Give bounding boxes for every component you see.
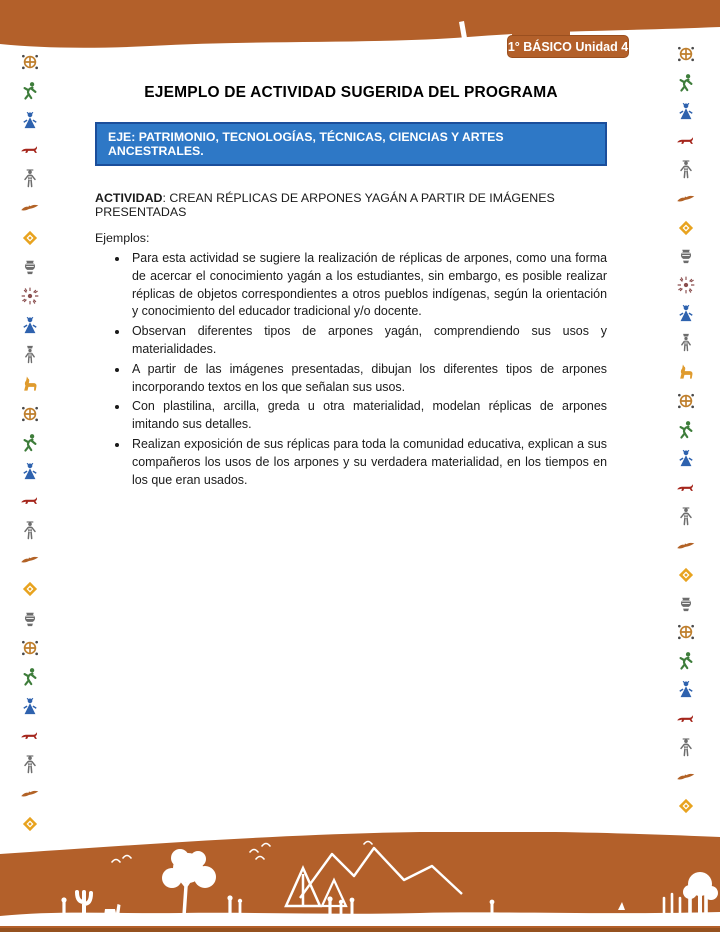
page-title: EJEMPLO DE ACTIVIDAD SUGERIDA DEL PROGRAMA xyxy=(144,84,558,101)
guanaco-icon xyxy=(20,374,40,394)
kultrun-icon xyxy=(20,52,40,72)
unit-badge: 1° BÁSICO Unidad 4 xyxy=(507,35,629,58)
flower-icon xyxy=(20,228,40,248)
potter-icon xyxy=(20,345,40,365)
guanaco-icon xyxy=(676,362,696,382)
dancer-icon xyxy=(676,651,696,671)
chief-icon xyxy=(20,462,40,482)
fox-icon xyxy=(676,478,696,498)
shaman-icon xyxy=(676,738,696,758)
chief-icon xyxy=(20,316,40,336)
eje-banner-label: EJE: PATRIMONIO, TECNOLOGÍAS, TÉCNICAS, CIENCIAS Y ARTES ANCESTRALES. xyxy=(108,130,504,158)
sunburst-icon xyxy=(676,275,696,295)
flower-icon xyxy=(676,796,696,816)
activity-label: ACTIVIDAD xyxy=(95,191,163,205)
dancer-icon xyxy=(676,73,696,93)
activity-text: : CREAN RÉPLICAS DE ARPONES YAGÁN A PARTIR DE IMÁGENES PRESENTADAS xyxy=(95,191,555,219)
chief-icon xyxy=(676,680,696,700)
bullet-list xyxy=(95,250,607,489)
fox-icon xyxy=(676,709,696,729)
fox-icon xyxy=(20,140,40,160)
condor-icon xyxy=(676,767,696,787)
fox-icon xyxy=(676,131,696,151)
pot-icon xyxy=(20,257,40,277)
bullet-item: • A partir de las imágenes presentadas, dibujan los diferentes tipos de arpones incorporando textos en los que señalan sus usos. xyxy=(129,361,607,397)
dancer-icon xyxy=(20,81,40,101)
footer-landscape xyxy=(0,832,720,932)
chief-icon xyxy=(676,449,696,469)
left-icon-column xyxy=(16,52,44,834)
condor-icon xyxy=(20,198,40,218)
dancer-icon xyxy=(20,433,40,453)
shaman-icon xyxy=(676,160,696,180)
pot-icon xyxy=(676,594,696,614)
bullet-item: • Observan diferentes tipos de arpones yagán, comprendiendo sus usos y materialidades. xyxy=(129,323,607,359)
shaman-icon xyxy=(20,521,40,541)
condor-icon xyxy=(676,189,696,209)
fox-icon xyxy=(20,491,40,511)
bullet-item: • Para esta actividad se sugiere la realización de réplicas de arpones, como una forma de acercar el conocimiento yagán a los estudiantes, sin embargo, es posible realizar réplicas de objetos correspondientes a otros pueblos indígenas, según la orientación y conocimiento del educador tradicional y/o docente. xyxy=(129,250,607,321)
flower-icon xyxy=(20,814,40,834)
kultrun-icon xyxy=(676,391,696,411)
bullet-item: • Realizan exposición de sus réplicas para toda la comunidad educativa, explican a sus compañeros los usos de los arpones y su verdadera materialidad, en los tiempos en los que eran usados. xyxy=(129,436,607,489)
right-icon-column xyxy=(672,44,700,816)
examples-label: Ejemplos: xyxy=(95,231,150,245)
eje-banner xyxy=(95,122,607,166)
flower-icon xyxy=(20,579,40,599)
shaman-icon xyxy=(20,169,40,189)
kultrun-icon xyxy=(20,638,40,658)
dancer-icon xyxy=(676,420,696,440)
chief-icon xyxy=(676,304,696,324)
fox-icon xyxy=(20,726,40,746)
shaman-icon xyxy=(676,507,696,527)
kultrun-icon xyxy=(676,622,696,642)
pot-icon xyxy=(676,246,696,266)
bullet-item: • Con plastilina, arcilla, greda u otra materialidad, modelan réplicas de arpones imitando sus detalles. xyxy=(129,398,607,434)
content-area xyxy=(95,84,607,491)
sunburst-icon xyxy=(20,286,40,306)
condor-icon xyxy=(20,550,40,570)
activity-line xyxy=(95,191,607,219)
kultrun-icon xyxy=(20,404,40,424)
condor-icon xyxy=(676,536,696,556)
flower-icon xyxy=(676,218,696,238)
chief-icon xyxy=(20,111,40,131)
kultrun-icon xyxy=(676,44,696,64)
potter-icon xyxy=(676,333,696,353)
chief-icon xyxy=(20,697,40,717)
pot-icon xyxy=(20,609,40,629)
dancer-icon xyxy=(20,667,40,687)
flower-icon xyxy=(676,565,696,585)
chief-icon xyxy=(676,102,696,122)
shaman-icon xyxy=(20,755,40,775)
condor-icon xyxy=(20,784,40,804)
